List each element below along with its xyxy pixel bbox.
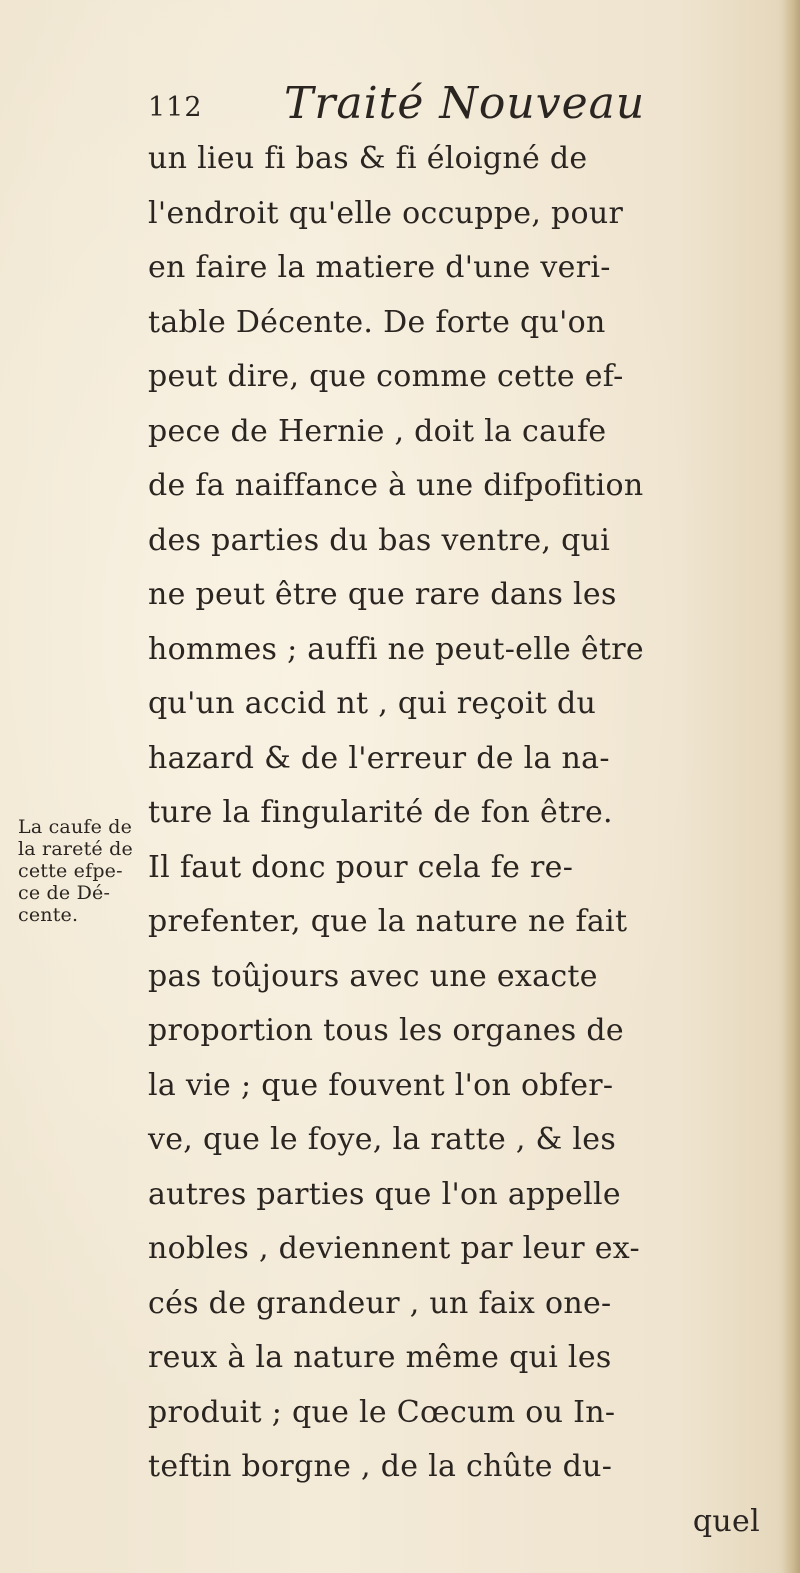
- text-line: prefenter, que la nature ne fait: [148, 904, 628, 939]
- text-line: ne peut être que rare dans les: [148, 577, 617, 612]
- text-line: hommes ; auffi ne peut-elle être: [148, 631, 644, 667]
- text-line: ture la fingularité de fon être.: [148, 795, 613, 830]
- margin-note-line: cente.: [18, 904, 79, 926]
- text-line: de fa naiffance à une difpofition: [148, 468, 644, 503]
- page-edge: [782, 0, 800, 1573]
- text-line: Il faut donc pour cela fe re-: [148, 849, 574, 885]
- text-line: la vie ; que fouvent l'on obfer-: [148, 1067, 614, 1103]
- catchword: quel: [692, 1503, 760, 1539]
- text-line: nobles , deviennent par leur ex-: [148, 1231, 640, 1266]
- text-line: produit ; que le Cœcum ou In-: [148, 1394, 616, 1430]
- text-line: cés de grandeur , un faix one-: [148, 1285, 612, 1321]
- text-line: pece de Hernie , doit la caufe: [148, 413, 607, 449]
- text-line: teftin borgne , de la chûte du-: [148, 1449, 613, 1484]
- text-line: autres parties que l'on appelle: [148, 1176, 621, 1212]
- margin-note: [18, 816, 158, 926]
- running-title: Traité Nouveau: [284, 78, 646, 129]
- text-line: l'endroit qu'elle occuppe, pour: [148, 195, 624, 231]
- text-line: des parties du bas ventre, qui: [148, 522, 611, 558]
- text-line: un lieu fi bas & fi éloigné de: [148, 141, 588, 176]
- margin-note-line: ce de Dé-: [18, 882, 111, 904]
- page-number: 112: [148, 92, 203, 123]
- text-line: ve, que le foye, la ratte , & les: [148, 1122, 617, 1157]
- page-header: [148, 78, 708, 134]
- text-line: en faire la matiere d'une veri-: [148, 250, 611, 285]
- margin-note-line: La caufe de: [18, 816, 133, 838]
- text-line: table Décente. De forte qu'on: [148, 304, 606, 340]
- text-line: pas toûjours avec une exacte: [148, 958, 598, 994]
- margin-note-line: la rareté de: [18, 838, 133, 860]
- text-line: hazard & de l'erreur de la na-: [148, 740, 610, 776]
- body-text: [148, 132, 778, 1549]
- text-line: reux à la nature même qui les: [148, 1340, 612, 1375]
- text-line: qu'un accid nt , qui reçoit du: [148, 686, 597, 721]
- text-line: peut dire, que comme cette ef-: [148, 359, 624, 394]
- text-line: proportion tous les organes de: [148, 1013, 624, 1048]
- margin-note-line: cette efpe-: [18, 860, 123, 882]
